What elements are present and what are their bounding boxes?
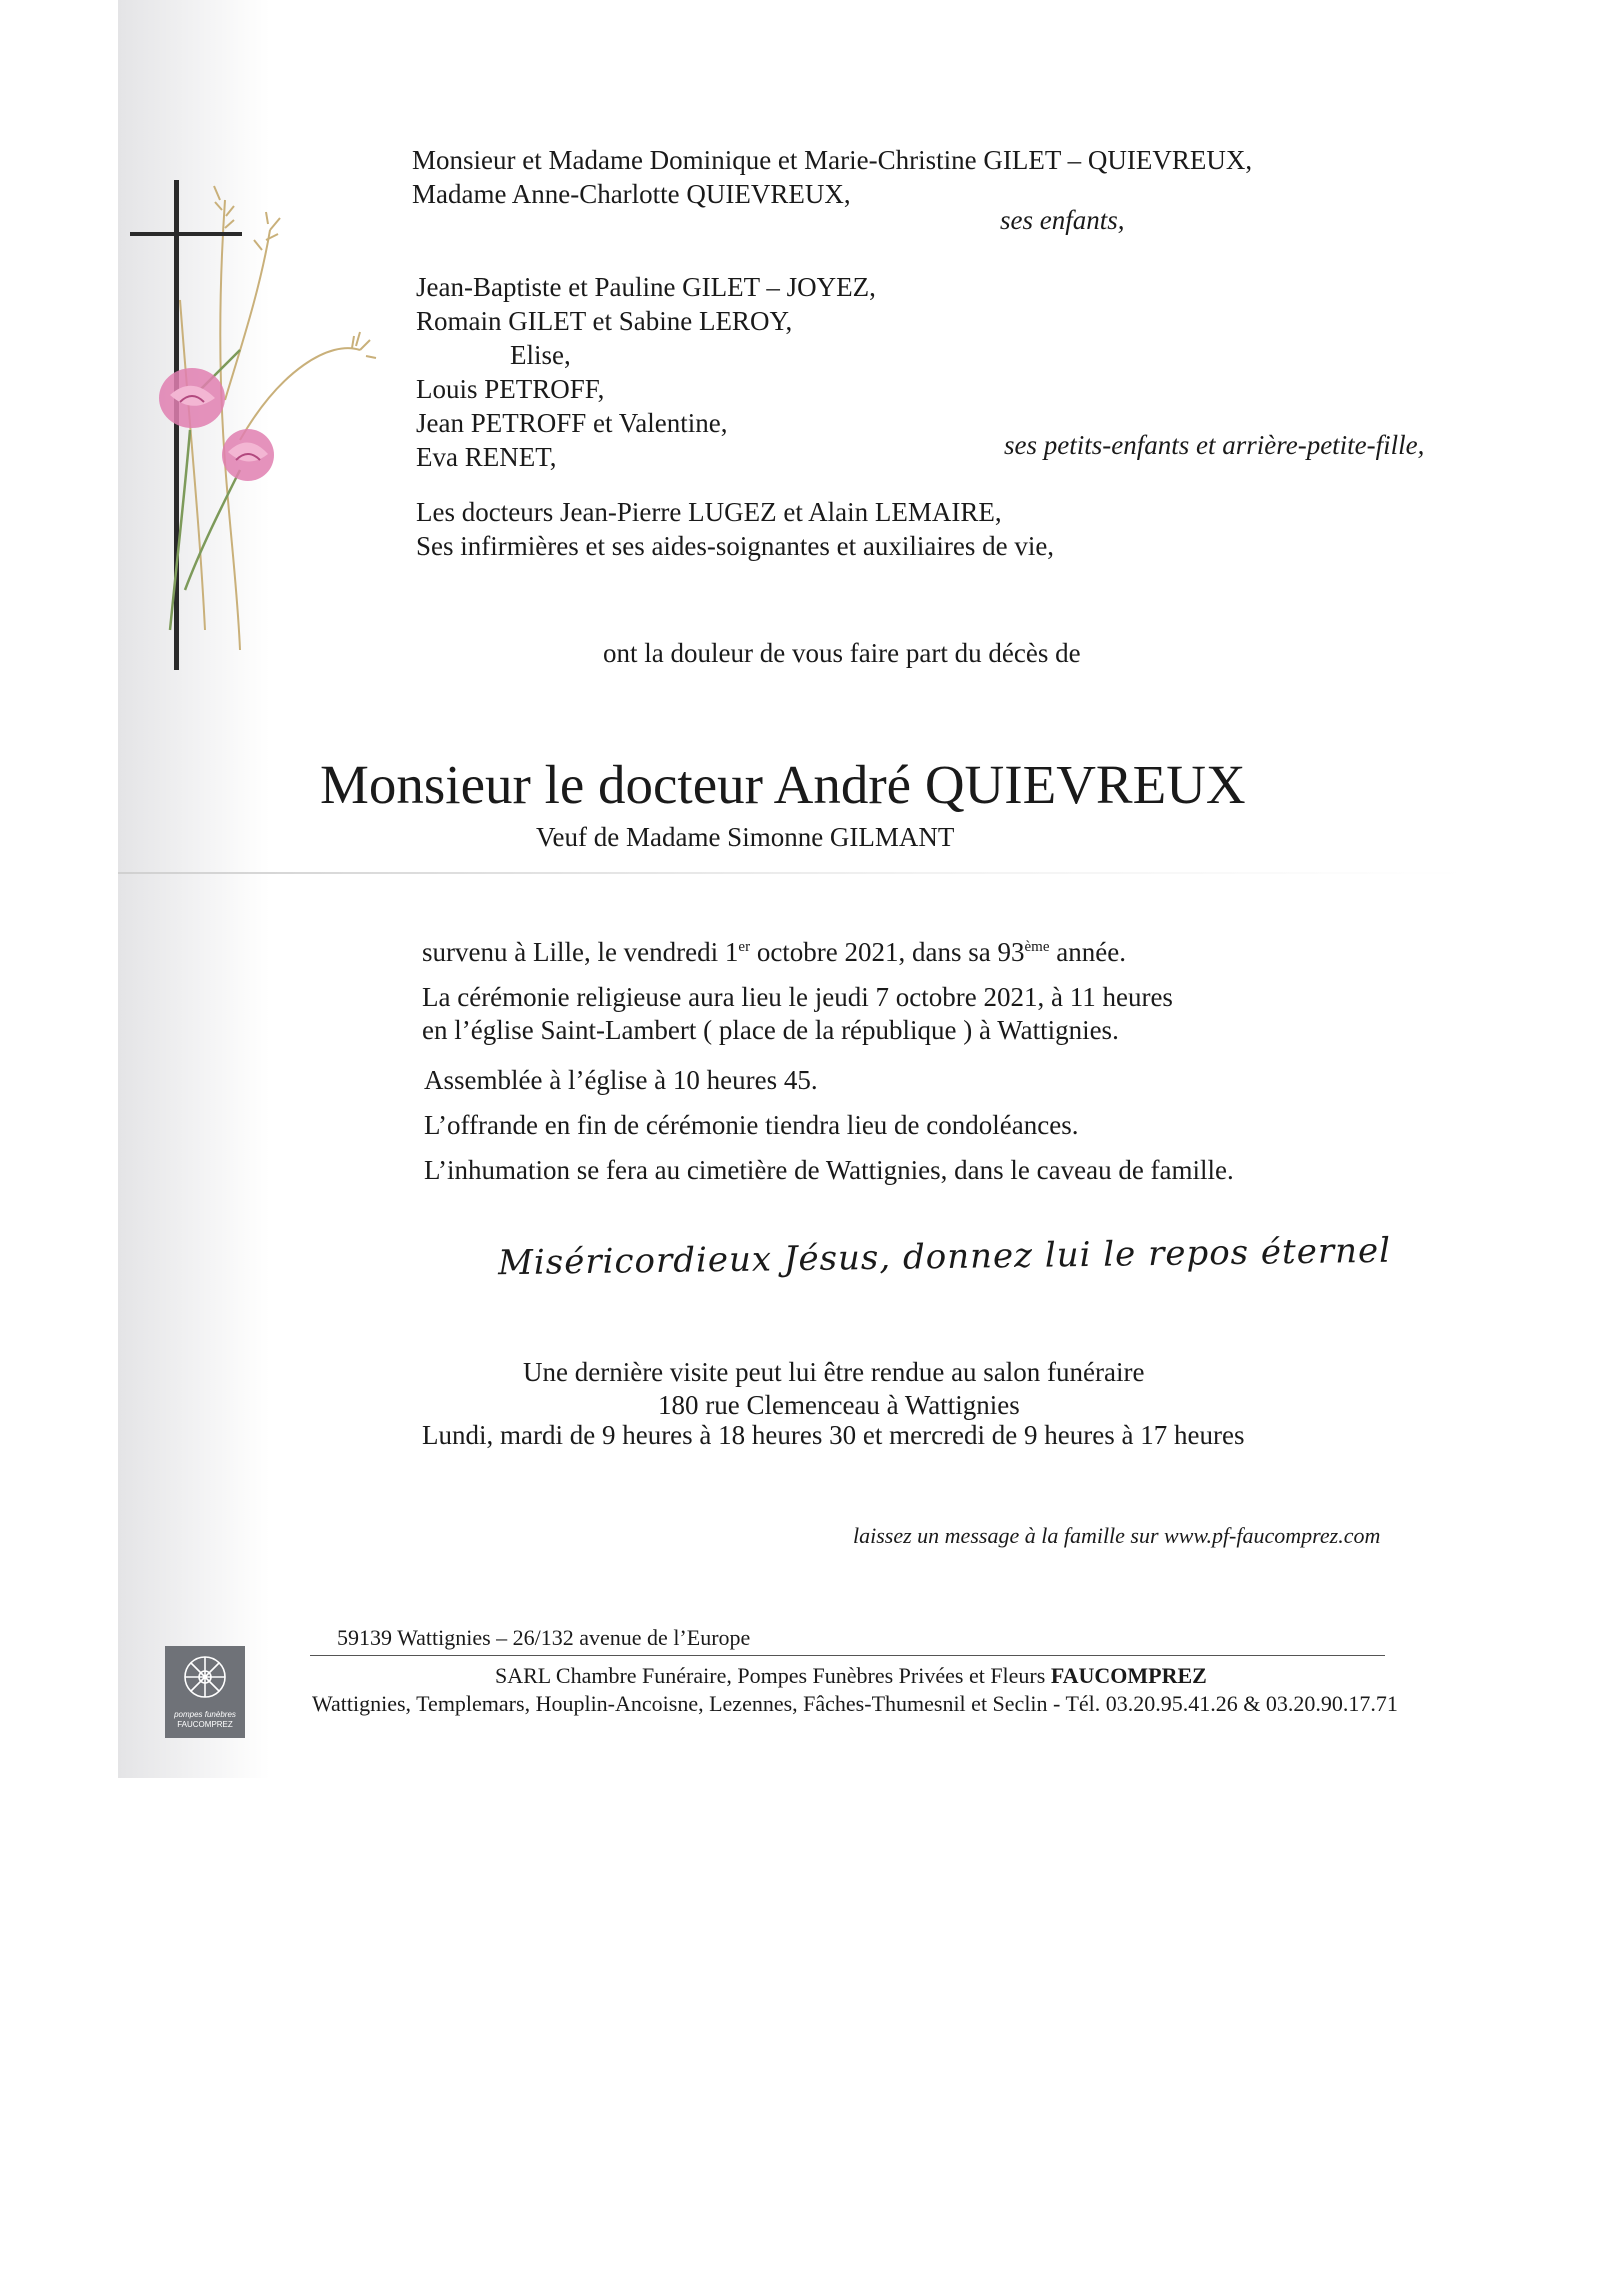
footer-locations: Wattignies, Templemars, Houplin-Ancoisne, Lezennes, Fâches-Thumesnil et Seclin - Tél. 03.20.95.41.26 & 03.20.90.17.71 bbox=[312, 1691, 1398, 1716]
message-link-text: laissez un message à la famille sur www.pf-faucomprez.com bbox=[853, 1523, 1381, 1548]
grandchild-line-2: Romain GILET et Sabine LEROY, bbox=[416, 306, 793, 336]
cross-flower-illustration bbox=[130, 170, 390, 690]
pink-rose-icon bbox=[159, 368, 225, 428]
ceremony-line-2: en l’église Saint-Lambert ( place de la république ) à Wattignies. bbox=[422, 1015, 1119, 1045]
page-fold-line bbox=[118, 872, 1468, 874]
logo-line-2: FAUCOMPREZ bbox=[177, 1720, 233, 1729]
deceased-widower: Veuf de Madame Simonne GILMANT bbox=[536, 822, 955, 852]
footer-company bbox=[495, 1662, 1207, 1690]
company-text: SARL Chambre Funéraire, Pompes Funèbres Privées et Fleurs bbox=[495, 1663, 1051, 1688]
assembly-line: Assemblée à l’église à 10 heures 45. bbox=[424, 1065, 818, 1095]
nurses-line: Ses infirmières et ses aides-soignantes et auxiliaires de vie, bbox=[416, 531, 1055, 561]
relation-grandchildren: ses petits-enfants et arrière-petite-fille, bbox=[1004, 430, 1425, 460]
grandchild-line-3: Elise, bbox=[510, 340, 571, 370]
grandchild-line-5: Jean PETROFF et Valentine, bbox=[416, 408, 728, 438]
offering-line: L’offrande en fin de cérémonie tiendra lieu de condoléances. bbox=[424, 1110, 1079, 1140]
ceremony-line-1: La cérémonie religieuse aura lieu le jeudi 7 octobre 2021, à 11 heures bbox=[422, 982, 1173, 1012]
pink-carnation-icon bbox=[222, 429, 274, 481]
visit-line-3: Lundi, mardi de 9 heures à 18 heures 30 et mercredi de 9 heures à 17 heures bbox=[422, 1420, 1245, 1450]
rosette-icon bbox=[165, 1646, 245, 1706]
death-text-c: année. bbox=[1049, 937, 1126, 967]
grandchild-line-1: Jean-Baptiste et Pauline GILET – JOYEZ, bbox=[416, 272, 876, 302]
family-line-1: Monsieur et Madame Dominique et Marie-Christine GILET – QUIEVREUX, bbox=[412, 145, 1253, 175]
footer-address: 59139 Wattignies – 26/132 avenue de l’Europe bbox=[337, 1625, 751, 1650]
company-brand: FAUCOMPREZ bbox=[1050, 1663, 1207, 1688]
death-sup-1: er bbox=[738, 939, 751, 955]
relation-children: ses enfants, bbox=[1000, 205, 1125, 235]
visit-line-2: 180 rue Clemenceau à Wattignies bbox=[658, 1390, 1020, 1420]
prayer-text: Miséricordieux Jésus, donnez lui le repos éternel bbox=[497, 1230, 1392, 1284]
footer-divider bbox=[310, 1655, 1385, 1656]
deceased-name: Monsieur le docteur André QUIEVREUX bbox=[320, 754, 1246, 815]
grandchild-line-6: Eva RENET, bbox=[416, 442, 557, 472]
visit-line-1: Une dernière visite peut lui être rendue au salon funéraire bbox=[523, 1357, 1145, 1387]
death-text-a: survenu à Lille, le vendredi 1 bbox=[422, 937, 739, 967]
death-sup-2: ème bbox=[1024, 939, 1050, 955]
logo-line-1: pompes funèbres bbox=[174, 1710, 236, 1719]
family-line-2: Madame Anne-Charlotte QUIEVREUX, bbox=[412, 179, 851, 209]
death-line bbox=[422, 935, 1126, 969]
burial-line: L’inhumation se fera au cimetière de Wattignies, dans le caveau de famille. bbox=[424, 1155, 1234, 1185]
funeral-home-logo bbox=[165, 1646, 245, 1738]
grandchild-line-4: Louis PETROFF, bbox=[416, 374, 605, 404]
death-text-b: octobre 2021, dans sa 93 bbox=[750, 937, 1025, 967]
doctors-line: Les docteurs Jean-Pierre LUGEZ et Alain LEMAIRE, bbox=[416, 497, 1002, 527]
announcement-text: ont la douleur de vous faire part du décès de bbox=[603, 638, 1081, 668]
